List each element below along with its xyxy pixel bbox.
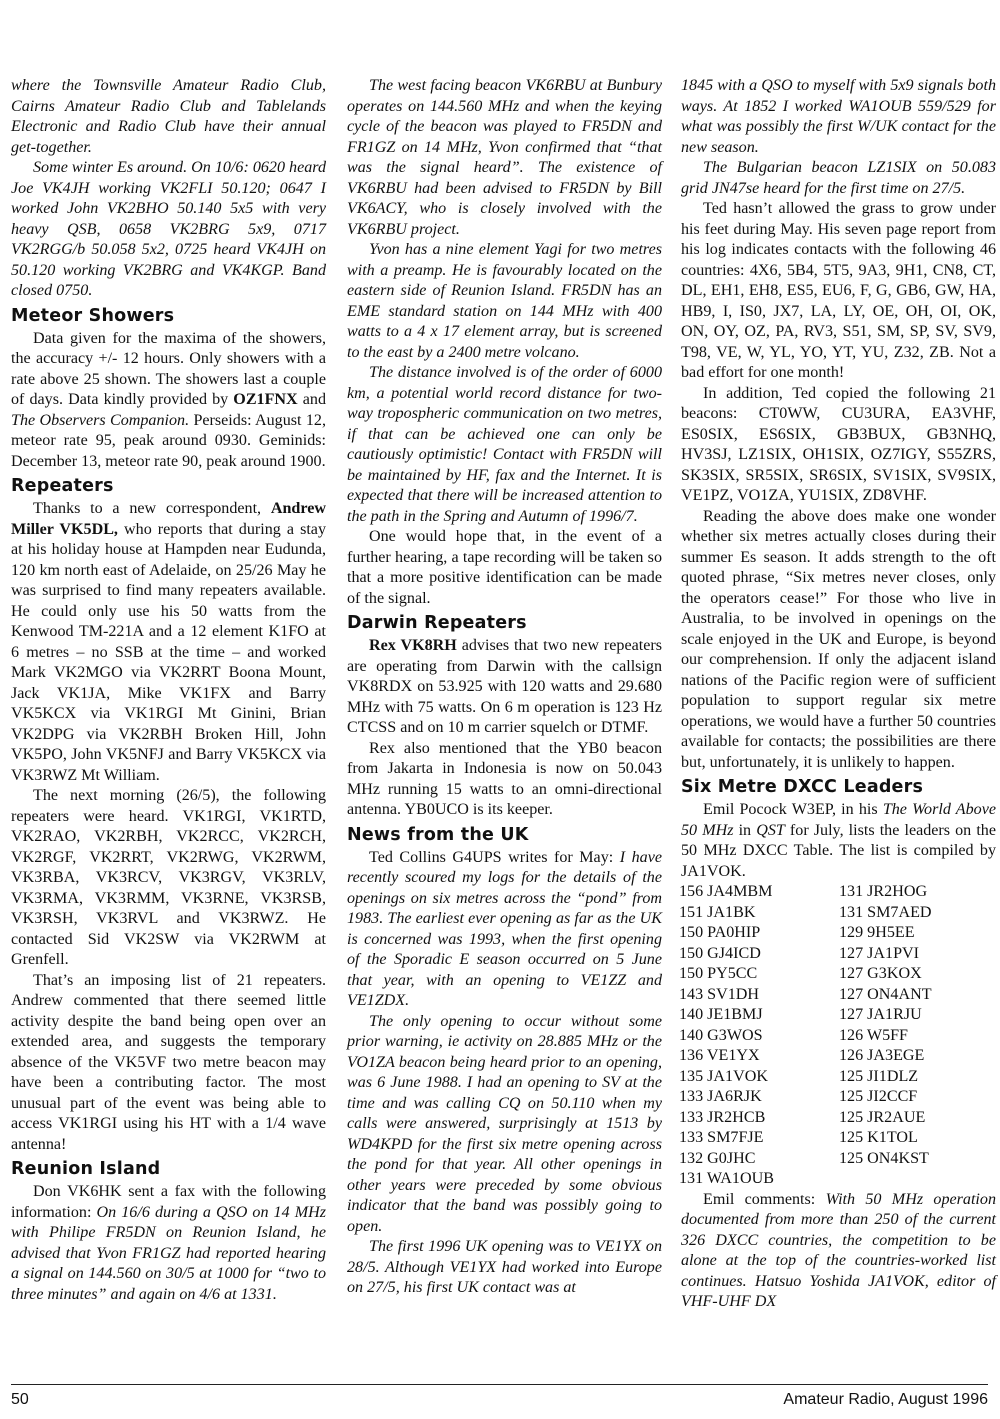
table-cell: 125 ON4KST [839,1149,929,1167]
paragraph: In addition, Ted copied the following 21 beacons: CT0WW, CU3URA, EA3VHF, ES0SIX, ES6SIX, GB3BUX, GB3NHQ, HV3SJ, LZ1SIX, OH1SIX, OZ7IGY, S55ZRS, SK3SIX, SR5SIX, SR6SIX, SV1SIX, SV9SIX, VE1PZ, VO1ZA, YU1SIX, ZD8VHF. [681,384,996,504]
table-cell: 125 JR2AUE [839,1108,926,1126]
callsign: Rex VK8RH [369,637,457,654]
dxcc-leaders-table [679,882,996,1190]
publication-info: Amateur Radio, August 1996 [783,1391,988,1408]
quoted-text: With 50 MHz operation documented from more than 250 of the current 326 DXCC countries, the competition to be alone at the top of the countries-worked list continues. Hatsuo Yoshida JA1VOK, editor of VHF-UHF DX [681,1190,996,1310]
paragraph: The west facing beacon VK6RBU at Bunbury operates on 144.560 MHz and when the keying cycle of the beacon was played to FR5DN and FR1GZ on 14 MHz, Yvon confirmed that “that was the signal heard”. The existence of VK6RBU had been advised to FR5DN by Bill VK6ACY, who is closely involved with the VK6RBU project. [347,77,662,238]
page-footer [11,1391,988,1413]
table-row [679,1067,996,1088]
column-2 [347,76,662,1299]
paragraph [681,800,996,882]
table-cell: 132 G0JHC [679,1149,756,1167]
table-row [679,1087,996,1108]
paragraph: The next morning (26/5), the following repeaters were heard. VK1RGI, VK1RTD, VK2RAO, VK2RBH, VK2RCC, VK2RCH, VK2RGF, VK2RRT, VK2RWG, VK2RWM, VK3RBA, VK3RCV, VK3RGV, VK3RLV, VK3RMA, VK3RMM, VK3RNE, VK3RSB, VK3RSH, VK3RVL and VK3RWZ. He contacted Sid VK2SW via VK2RWM at Grenfell. [11,787,326,968]
footer-rule [11,1384,988,1385]
table-cell: 127 ON4ANT [839,985,932,1003]
text: Emil comments: [703,1190,826,1208]
table-cell: 131 SM7AED [839,903,932,921]
table-row [679,1108,996,1129]
table-row [679,882,996,903]
paragraph [347,636,662,739]
text: Thanks to a new correspondent, [33,500,271,517]
table-cell: 135 JA1VOK [679,1067,768,1085]
table-cell: 143 SV1DH [679,985,760,1003]
section-heading-dxcc-leaders: Six Metre DXCC Leaders [681,777,924,797]
table-cell: 136 VE1YX [679,1047,760,1064]
text: Perseids: August 12, meteor rate 95, peak around 0930. Geminids: December 13, meteor rate 90, peak around 1900. [11,411,326,470]
table-cell: 133 JR2HCB [679,1108,766,1126]
column-1 [11,76,326,1305]
table-cell: 125 JI2CCF [839,1088,918,1105]
table-cell: 133 JA6RJK [679,1088,762,1105]
section-heading-news-from-uk: News from the UK [347,824,529,845]
paragraph: Some winter Es around. On 10/6: 0620 heard Joe VK4JH working VK2FLI 50.120; 0647 I worked John VK2BHO 50.140 5x5 with very heavy QSB, 0658 VK2BRG 5x9, 0717 VK2RGG/b 50.058 5x2, 0725 heard VK4JH on 50.120 working VK2BRG and VK4KGP. Band closed 0750. [11,159,326,299]
paragraph [11,1182,326,1305]
paragraph: Rex also mentioned that the YB0 beacon from Jakarta in Indonesia is now on 50.043 MHz running 15 watts to an omni-directional antenna. YB0UCO is its keeper. [347,739,662,818]
section-heading-meteor-showers: Meteor Showers [11,305,175,326]
text: and [297,391,326,408]
page-number: 50 [11,1391,29,1408]
table-cell: 126 W5FF [839,1026,909,1044]
text: Emil Pocock W3EP, in his [703,801,883,818]
text: in [733,821,757,839]
table-cell: 125 K1TOL [839,1129,918,1146]
table-row [679,1026,996,1047]
paragraph: The Bulgarian beacon LZ1SIX on 50.083 grid JN47se heard for the first time on 27/5. [681,159,996,197]
callsign: OZ1FNX [233,391,298,408]
table-cell: 150 PY5CC [679,965,758,982]
table-cell: 127 JA1RJU [839,1006,922,1023]
text: for July, lists the leaders on the 50 MHz DXCC Table. The list is compiled by JA1VOK. [681,821,996,880]
paragraph: One would hope that, in the event of a further hearing, a tape recording will be taken so that a more positive identification can be made of the signal. [347,528,662,607]
table-cell: 127 JA1PVI [839,944,920,962]
column-title: The World Above 50 MHz [681,801,996,839]
section-heading-repeaters: Repeaters [11,476,114,496]
paragraph [11,329,326,473]
magazine-title: QST [756,821,785,839]
table-cell: 131 WA1OUB [679,1170,774,1187]
text: who reports that during a stay at his holiday house at Hampden near Eudunda, 120 km north east of Adelaide, on 25/26 May he was surprised to find many repeaters available. He could only use his 50 watts from the Kenwood TM-221A and a 12 element K1FO at 6 metres – no SSB at the time – and worked Mark VK2MGO via VK2RRT Boona Mount, Jack VK1JA, Mike VK1FX and Barry VK5KCX via VK1RGI Mt Ginini, Brian VK2DPG via VK2RBH Broken Hill, John VK5PO, John VK5NFJ and Barry VK5KCX via VK3RWZ Mt William. [11,520,326,784]
column-3 [681,76,996,1313]
table-row [679,964,996,985]
table-cell: 140 G3WOS [679,1026,763,1044]
text: Ted Collins G4UPS writes for May: [369,848,620,866]
text: advises that two new repeaters are operating from Darwin with the callsign VK8RDX on 53.925 with 120 watts and 29.680 MHz with 75 watts. On 6 m operation is 123 Hz CTCSS and on 10 m carrier squelch or DTMF. [347,637,663,736]
table-cell: 127 G3KOX [839,965,922,982]
table-row [679,923,996,944]
table-row [679,1005,996,1026]
section-heading-darwin-repeaters: Darwin Repeaters [347,613,527,633]
paragraph: Reading the above does make one wonder whether six metres actually closes during their summer Es season. It adds strength to the oft quoted phrase, “Six metres never closes, only the operators cease!” For those who live in Australia, to be involved in openings on the scale enjoyed in the UK and Europe, is beyond our comprehension. If only the adjacent island nations of the Pacific region were of sufficient population to support regular six metre operations, we would have a further 50 countries available for contacts; the possibilities are there but, unfortunately, it is unlikely to happen. [681,507,996,771]
paragraph [11,499,326,786]
table-row [679,944,996,965]
table-row [679,1046,996,1067]
paragraph [681,1190,996,1313]
table-cell: 125 JI1DLZ [839,1067,919,1085]
table-row [679,1128,996,1149]
table-row [679,903,996,924]
paragraph: The distance involved is of the order of 6000 km, a potential world record distance for two-way tropospheric communication on two metres, if that can be achieved one can only be cautiously optimistic! Contact with FR5DN will be maintained by HF, fax and the Internet. It is expected that there will be increased attention to the path in the Spring and Autumn of 1996/7. [347,364,662,525]
quoted-text: I have recently scoured my logs for the details of the openings on six metres across the “pond” from 1983. The earliest ever opening as far as the UK is concerned was 1993, when the first opening of the Sporadic E season occurred on 5 June that year, with an opening to VE1ZZ and VE1ZDX. [347,848,663,1009]
table-cell: 150 GJ4ICD [679,944,761,962]
paragraph: The first 1996 UK opening was to VE1YX on 28/5. Although VE1YX had worked into Europe on 27/5, his first UK contact was at [347,1238,662,1296]
correspondent-name: Andrew Miller VK5DL, [11,500,326,538]
table-row [679,1149,996,1170]
table-row [679,1169,996,1190]
paragraph: where the Townsville Amateur Radio Club, Cairns Amateur Radio Club and Tablelands Electronic and Radio Club have their annual get-together. [11,77,326,156]
table-row [679,985,996,1006]
paragraph: Ted hasn’t allowed the grass to grow under his feet during May. His seven page report from his log indicates contacts with the following 46 countries: 4X6, 5B4, 5T5, 9A3, 9H1, CN8, CT, DL, EH1, EH8, ES5, EU6, F, G, GB6, GW, HA, HB9, I, IS0, JX7, LA, LY, OE, OH, OI, OK, ON, OY, OZ, PA, RV3, S51, SM, SP, SV, SV9, T98, VE, W, YL, YO, YT, YU, Z32, ZB. Not a bad effort for one month! [681,200,996,381]
table-cell: 126 JA3EGE [839,1047,925,1064]
paragraph: That’s an imposing list of 21 repeaters. Andrew commented that there seemed little activity despite the band being open over an extended area, and suggests the temporary absence of the VK5VF two metre beacon may have been a contributing factor. The most unusual part of the event was being able to access VK1RGI using his HT with a 1/4 wave antenna! [11,971,326,1153]
table-cell: 150 PA0HIP [679,924,761,941]
table-cell: 129 9H5EE [839,924,915,941]
table-cell: 140 JE1BMJ [679,1006,763,1023]
table-cell: 133 SM7FJE [679,1129,764,1146]
table-cell: 131 JR2HOG [839,883,928,900]
paragraph: Yvon has a nine element Yagi for two metres with a preamp. He is favourably located on the eastern side of Reunion Island. FR5DN has an EME standard station on 144 MHz with 400 watts to a 4 x 17 element array, but is screened to the east by a 2400 metre volcano. [347,241,662,361]
table-cell: 151 JA1BK [679,903,756,921]
paragraph [347,848,662,1012]
section-heading-reunion-island: Reunion Island [11,1159,161,1179]
table-cell: 156 JA4MBM [679,883,773,900]
quoted-text: On 16/6 during a QSO on 14 MHz with Philipe FR5DN on Reunion Island, he advised that Yvon FR1GZ had reported hearing a signal on 144.560 on 30/5 at 1000 for “two to three minutes” and again on 4/6 at 1331. [11,1203,327,1303]
paragraph: The only opening to occur without some prior warning, ie activity on 28.885 MHz or the VO1ZA beacon being heard prior to an opening, was 6 June 1988. I had an opening to SV at the time and was calling CQ on 50.110 when my calls were answered, surprisingly at 1513 by WD4KPD for the first six metre opening across the pond for that year. All other openings in other years were preceded by some obvious indicator that the band was possibly going to open. [347,1012,662,1235]
text: Don VK6HK sent a fax with the following information: [11,1183,326,1221]
book-title: The Observers Companion. [11,411,190,429]
text: Data given for the maxima of the showers, the accuracy +/- 12 hours. Only showers with a rate above 25 shown. The showers last a couple of days. Data kindly provided by [11,329,326,408]
paragraph: 1845 with a QSO to myself with 5x9 signals both ways. At 1852 I worked WA1OUB 559/529 for what was possibly the first W/UK contact for the new season. [681,77,996,156]
